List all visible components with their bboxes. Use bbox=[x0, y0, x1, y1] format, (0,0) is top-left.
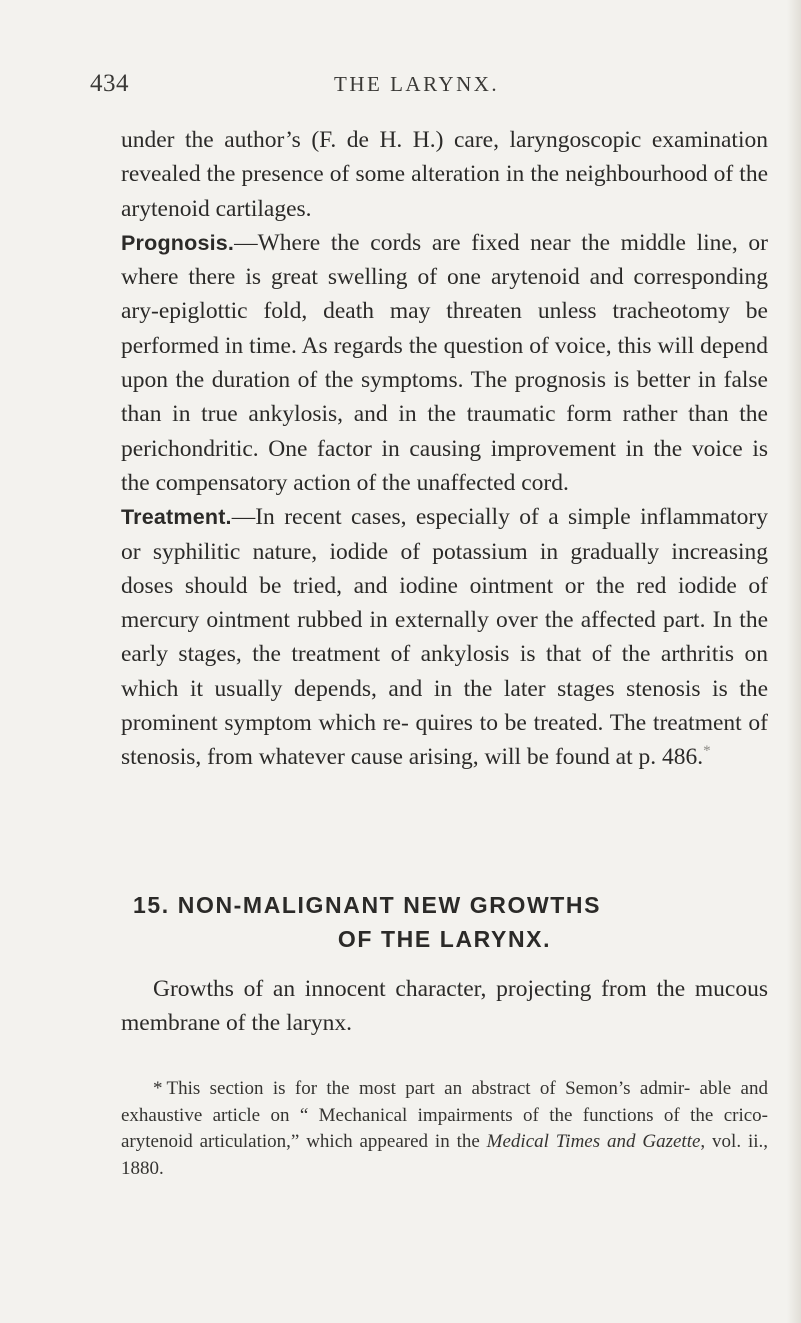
running-head bbox=[90, 70, 750, 100]
section-heading-line-1: 15. NON-MALIGNANT NEW GROWTHS bbox=[133, 892, 602, 918]
section-paragraph: Growths of an innocent character, projecting from the mucous membrane of the larynx. bbox=[121, 976, 768, 1037]
footnote-citation: , vol. ii., 1880. bbox=[121, 1131, 768, 1179]
prognosis-heading: Prognosis. bbox=[121, 230, 235, 255]
section-body bbox=[121, 972, 768, 1041]
treatment-text: —In recent cases, especially of a simple inflammatory or syphilitic nature, iodide of potassium in gradually increasing doses should be tried, and iodine ointment or the red iodide of mercury ointment rubbed in externally over the affected part. In the early stages, the treatment of ankylosis is that of the arthritis on which it usually depends, and in the later stages stenosis is the prominent symptom which re- quires to be treated. The treatment of stenosis, from whatever cause arising, will be found at p. 486. bbox=[121, 504, 768, 771]
section-heading-line-2: OF THE LARYNX. bbox=[337, 926, 552, 952]
intro-text: under the author’s (F. de H. H.) care, laryngoscopic examination revealed the presence of some alteration in the neighbourhood of the arytenoid cartilages. bbox=[121, 127, 768, 222]
footnote-paragraph bbox=[121, 1076, 768, 1182]
page-edge-shadow bbox=[787, 0, 801, 1323]
intro-paragraph bbox=[121, 123, 768, 226]
section-heading bbox=[121, 888, 768, 956]
footnote bbox=[121, 1076, 768, 1182]
footnote-reference: * bbox=[703, 743, 711, 760]
prognosis-text: —Where the cords are fixed near the middle line, or where there is great swelling of one arytenoid and corresponding ary-epiglottic fold, death may threaten unless tracheotomy be performed in time. As regards the question of voice, this will depend upon the duration of the symptoms. The prognosis is better in false than in true ankylosis, and in the traumatic form rather than the perichondritic. One factor in causing improvement in the voice is the compensatory action of the unaffected cord. bbox=[121, 229, 768, 496]
running-title: THE LARYNX. bbox=[334, 72, 500, 96]
footnote-journal: Medical Times and Gazette bbox=[486, 1131, 701, 1152]
footnote-text: This section is for the most part an abstract of Semon’s admir- able and exhaustive article on “ Mechanical impairments of the functions of the crico-arytenoid articulation,” which appeared in the bbox=[121, 1078, 768, 1152]
treatment-heading: Treatment. bbox=[121, 505, 232, 530]
body-text bbox=[121, 123, 768, 775]
treatment-paragraph bbox=[121, 500, 768, 774]
page-number: 434 bbox=[90, 70, 129, 97]
prognosis-paragraph bbox=[121, 226, 768, 500]
footnote-marker: * bbox=[153, 1078, 163, 1099]
